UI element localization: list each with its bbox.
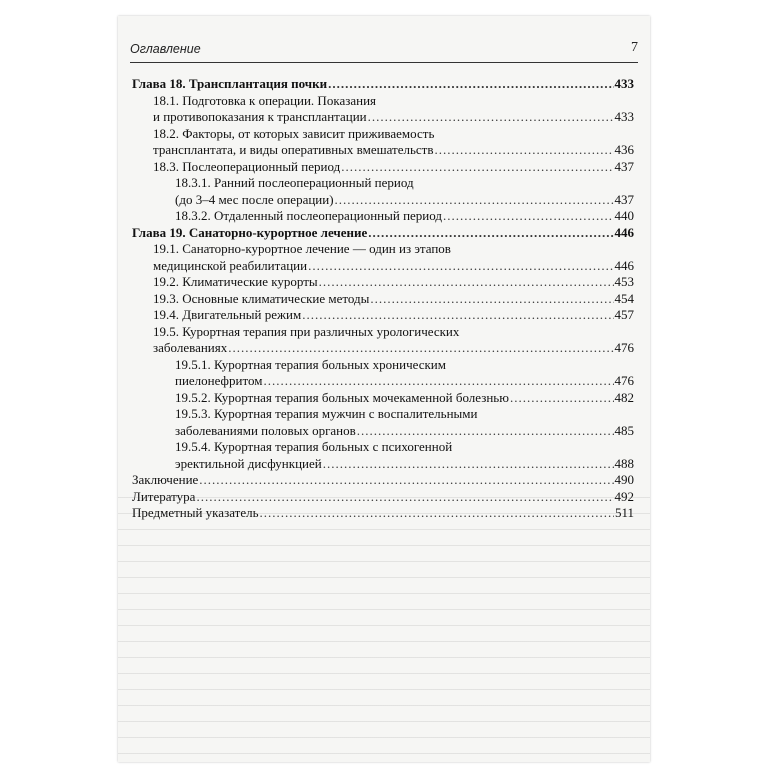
toc-entry-text: 18.1. Подготовка к операции. Показания (153, 92, 377, 108)
toc-subsection-18-3-1 (132, 175, 634, 208)
toc-page-number: 446 (614, 257, 634, 273)
toc-entry-text: 19.5. Курортная терапия при различных урологических (153, 323, 460, 339)
toc-page-number: 490 (614, 472, 634, 487)
toc-entry-text: 19.1. Санаторно-курортное лечение — один из этапов (153, 241, 451, 256)
toc-entry-text: Заключение (132, 472, 199, 487)
toc-entry-text: 19.5.1. Курортная терапия больных хроническим (175, 356, 446, 372)
toc-page-number: 511 (614, 505, 634, 520)
toc-subsection-19-5-4 (132, 439, 634, 472)
toc-entry-text: 18.3.2. Отдаленный послеоперационный период (175, 208, 443, 223)
toc-entry-text: 19.5.3. Курортная терапия мужчин с воспалительными (175, 406, 478, 421)
toc-entry-text: 19.5.4. Курортная терапия больных с психогенной (175, 439, 453, 454)
toc-page-number: 433 (614, 76, 634, 91)
toc-section-18-2 (132, 126, 634, 159)
toc-entry-text: медицинской реабилитации (153, 257, 308, 273)
toc-entry-text: 19.2. Климатические курорты (153, 274, 318, 289)
toc-entry-text: (до 3–4 мес после операции) (175, 191, 334, 207)
toc-entry-text: Глава 19. Санаторно-курортное лечение (132, 224, 368, 240)
toc-conclusion (132, 472, 634, 489)
toc-entry-text: 18.3.1. Ранний послеоперационный период (175, 175, 414, 190)
toc-page-number: 436 (614, 142, 634, 157)
toc-section-19-5 (132, 324, 634, 357)
toc-entry-text: 19.5.2. Курортная терапия больных мочекаменной болезнью (175, 389, 509, 405)
toc-page-number: 446 (614, 224, 634, 240)
header-rule (130, 62, 638, 63)
toc-section-18-1 (132, 93, 634, 126)
toc-entry-text: трансплантата, и виды оперативных вмешательств (153, 142, 434, 157)
toc-subsection-19-5-2 (132, 390, 634, 407)
toc-entry-text: 18.2. Факторы, от которых зависит приживаемость (153, 125, 435, 141)
toc-page-number: 476 (614, 373, 634, 388)
toc-subsection-19-5-3 (132, 406, 634, 439)
toc-page-number: 485 (614, 422, 634, 438)
toc-page-number: 437 (614, 191, 634, 207)
toc-page-number: 433 (614, 109, 634, 124)
toc-entry-text: и противопоказания к трансплантации (153, 109, 367, 124)
toc-section-19-3 (132, 291, 634, 308)
toc-entry-text: Глава 18. Трансплантация почки (132, 76, 328, 91)
toc-section-19-1 (132, 241, 634, 274)
toc-entry-text: пиелонефритом (175, 373, 263, 388)
toc-page-number: 492 (614, 488, 634, 504)
toc-section-19-4 (132, 307, 634, 324)
book-page (118, 16, 650, 762)
toc-chapter-19 (132, 225, 634, 242)
show-through-texture (118, 486, 650, 762)
toc-entry-text: 19.3. Основные климатические методы (153, 290, 370, 306)
toc-entry-text: заболеваниями половых органов (175, 422, 356, 438)
toc-entry-text: Литература (132, 488, 196, 504)
toc-entry-text: 18.3. Послеоперационный период (153, 158, 341, 174)
toc-page-number: 440 (614, 208, 634, 223)
toc-subsection-18-3-2 (132, 208, 634, 225)
toc-page-number: 453 (614, 274, 634, 289)
toc-chapter-18 (132, 76, 634, 93)
toc-page-number: 482 (614, 389, 634, 405)
running-title: Оглавление (130, 42, 201, 56)
page-number: 7 (631, 40, 638, 55)
table-of-contents (132, 76, 634, 522)
toc-literature (132, 489, 634, 506)
toc-page-number: 454 (614, 290, 634, 306)
toc-entry-text: эректильной дисфункцией (175, 455, 322, 471)
running-header (130, 42, 638, 60)
toc-section-19-2 (132, 274, 634, 291)
toc-entry-text: 19.4. Двигательный режим (153, 307, 302, 322)
toc-entry-text: заболеваниях (153, 340, 228, 355)
toc-entry-text: Предметный указатель (132, 505, 259, 520)
toc-subsection-19-5-1 (132, 357, 634, 390)
toc-page-number: 437 (614, 158, 634, 174)
toc-section-18-3 (132, 159, 634, 176)
toc-page-number: 476 (614, 340, 634, 355)
toc-subject-index (132, 505, 634, 522)
toc-page-number: 488 (614, 455, 634, 471)
toc-page-number: 457 (614, 307, 634, 322)
